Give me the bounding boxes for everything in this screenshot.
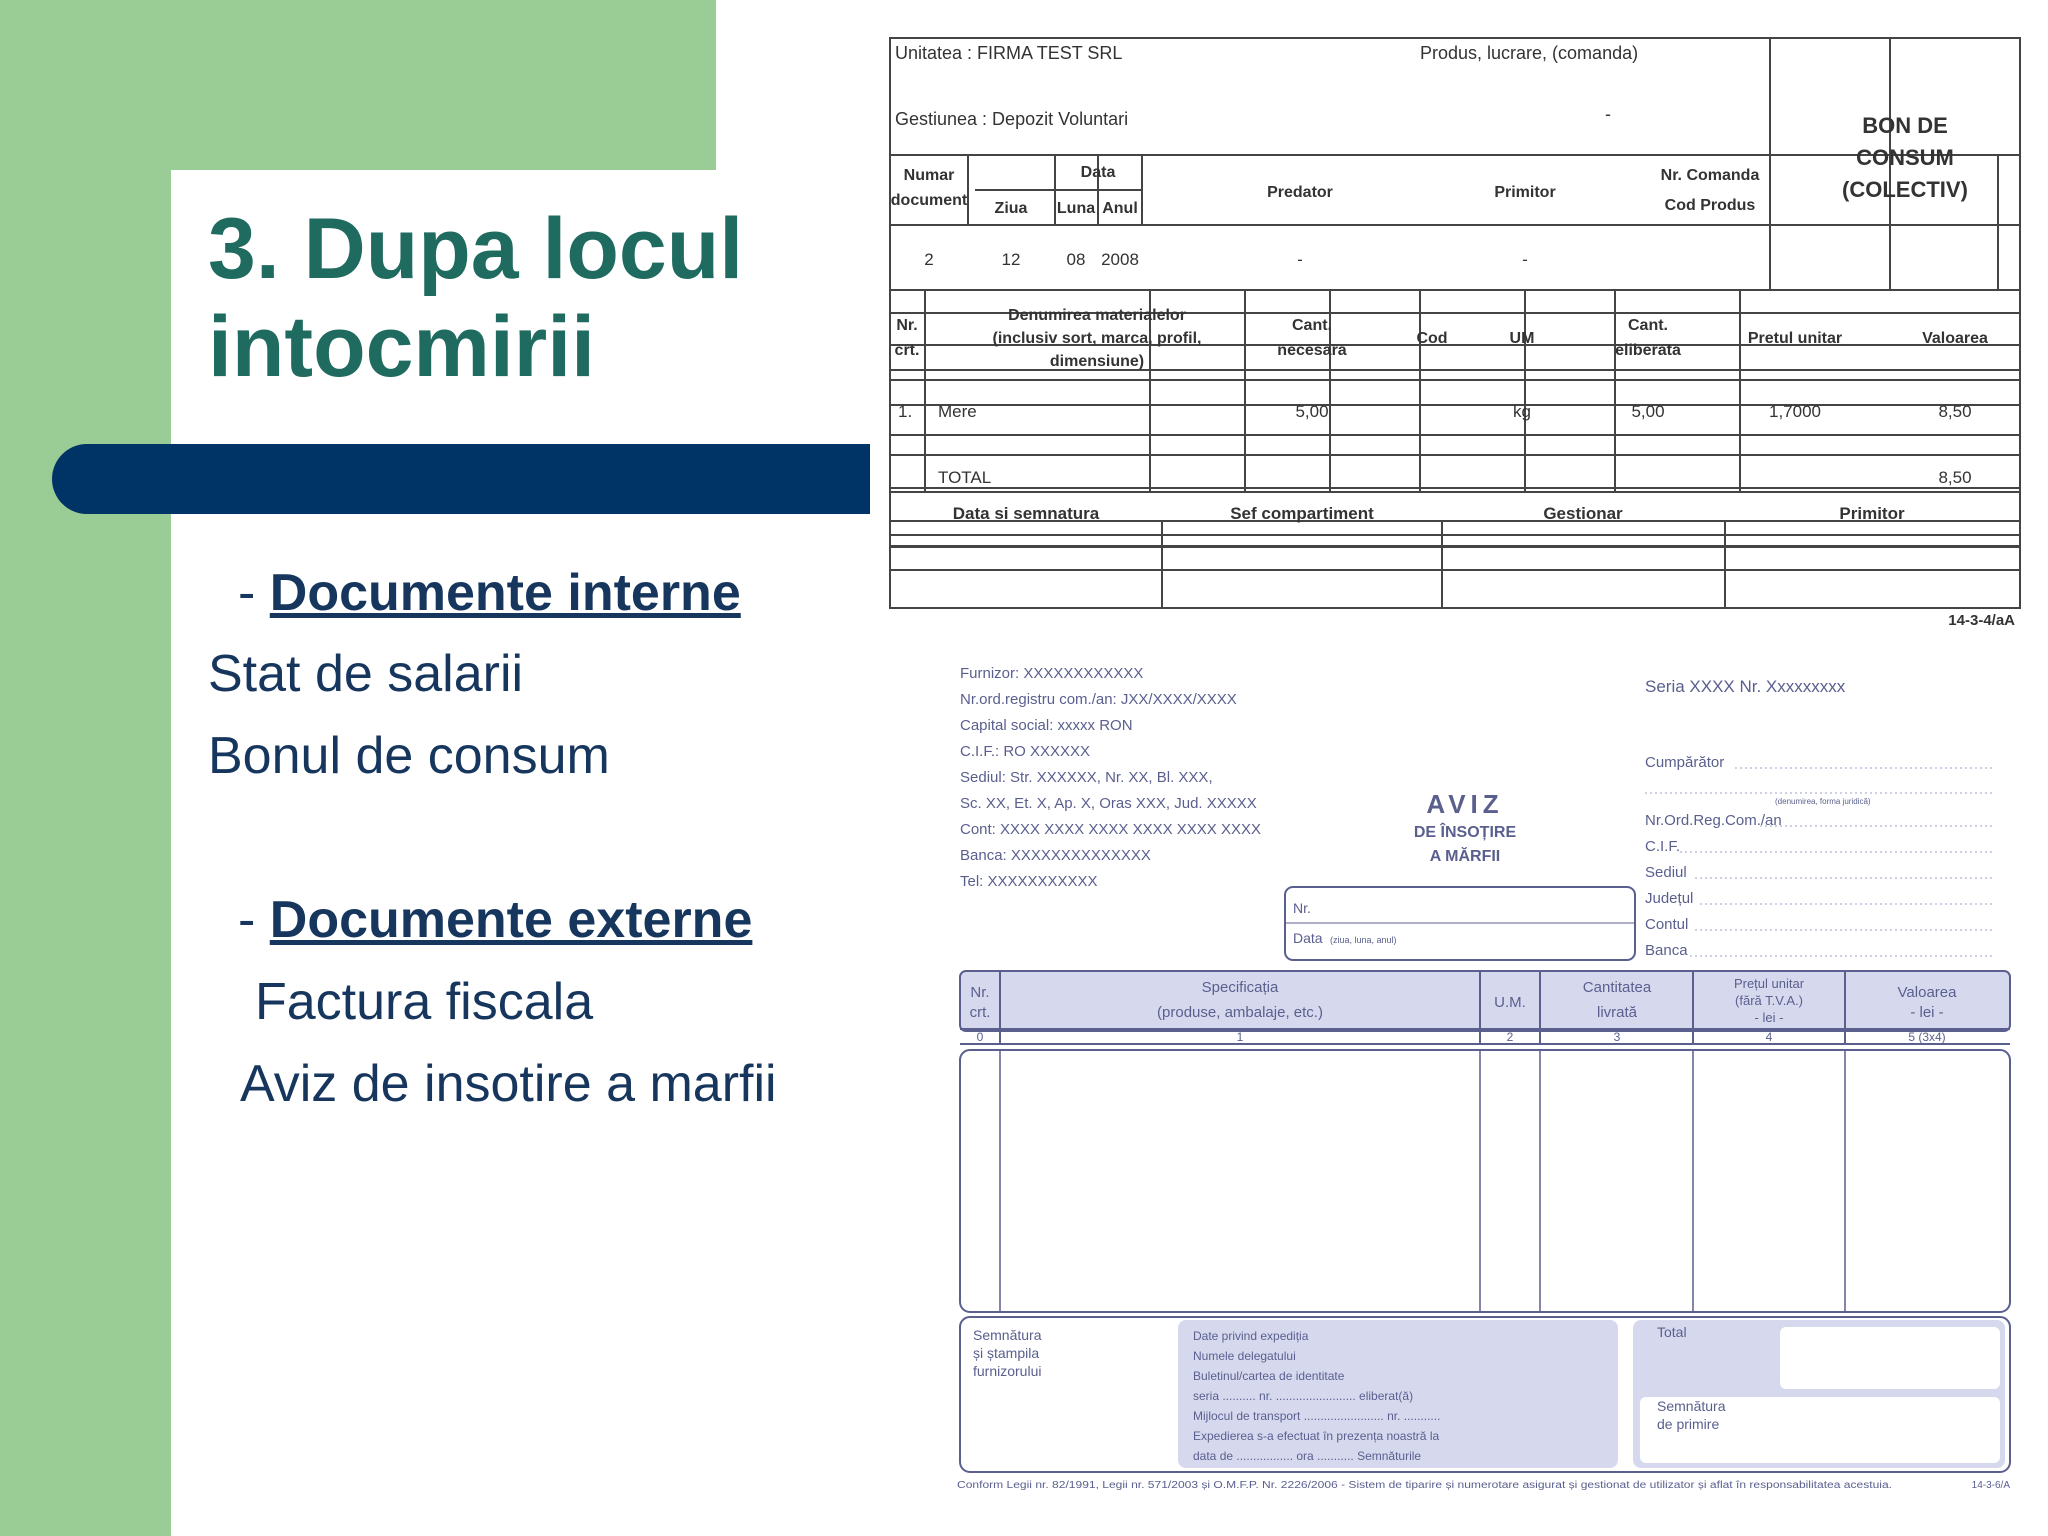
bon-de-consum-image — [870, 25, 2030, 630]
bon-col-cant-elib: Cant. — [1628, 317, 1668, 334]
internal-heading: Documente interne — [269, 564, 741, 622]
aviz-sig-supplier: Semnătura — [973, 1327, 1042, 1343]
bon-col-pret: Pretul unitar — [1747, 330, 1843, 347]
bon-col-cant-elib: eliberata — [1615, 342, 1681, 359]
internal-item: Bonul de consum — [208, 727, 610, 785]
aviz-expedition-line: data de ................. ora ........... Semnăturile — [1193, 1449, 1422, 1463]
bon-footer-cell: Gestionar — [1543, 504, 1623, 523]
bon-product-label: Produs, lucrare, (comanda) — [1420, 43, 1639, 63]
aviz-subtitle: A MĂRFII — [1429, 848, 1501, 865]
bon-gestiune: Gestiunea : Depozit Voluntari — [895, 109, 1129, 129]
bon-row-cant-elib: 5,00 — [1631, 402, 1665, 421]
aviz-expedition-line: Numele delegatului — [1193, 1349, 1296, 1363]
internal-dash: - — [238, 564, 270, 622]
aviz-col-cant: livrată — [1596, 1004, 1638, 1021]
aviz-col-number: 1 — [1236, 1030, 1244, 1044]
aviz-expedition-line: Date privind expediția — [1193, 1329, 1309, 1343]
bon-footer-cell: Data si semnatura — [952, 504, 1100, 523]
aviz-col-valoare: Valoarea — [1897, 984, 1957, 1001]
bon-product-value: - — [1605, 104, 1611, 124]
aviz-col-nr: Nr. — [970, 984, 990, 1001]
aviz-supplier-line: Furnizor: XXXXXXXXXXXX — [960, 665, 1144, 682]
aviz-sig-supplier: și ștampila — [973, 1345, 1040, 1361]
bon-row-valoare: 8,50 — [1938, 402, 1972, 421]
aviz-nr-label: Nr. — [1293, 900, 1311, 916]
bon-head-nr-comanda: Nr. Comanda — [1660, 167, 1760, 184]
aviz-supplier-line: Cont: XXXX XXXX XXXX XXXX XXXX XXXX — [960, 821, 1261, 838]
internal-item: Stat de salarii — [208, 645, 524, 703]
external-heading: Documente externe — [269, 891, 753, 949]
aviz-col-pret: Prețul unitar — [1733, 976, 1805, 991]
aviz-col-number: 4 — [1765, 1030, 1773, 1044]
aviz-supplier-line: Capital social: xxxxx RON — [960, 717, 1133, 734]
bon-title: BON DE — [1862, 113, 1948, 138]
aviz-buyer-line: C.I.F. — [1645, 838, 1681, 855]
aviz-col-pret: (fără T.V.A.) — [1735, 993, 1803, 1008]
aviz-buyer-note: (denumirea, forma juridică) — [1775, 797, 1871, 806]
bon-head-numar: document — [890, 192, 968, 209]
bon-total-value: 8,50 — [1938, 468, 1972, 487]
bon-col-um: UM — [1509, 330, 1535, 347]
aviz-supplier-line: Tel: XXXXXXXXXXX — [960, 873, 1098, 890]
aviz-footnote: Conform Legii nr. 82/1991, Legii nr. 571/2003 și O.M.F.P. Nr. 2226/2006 - Sistem de tiparire și numerotare asigurat și gestionat de utilizator și aflat în responsabilitatea acestuia. — [957, 1480, 1892, 1491]
aviz-supplier-line: Banca: XXXXXXXXXXXXXX — [960, 847, 1151, 864]
aviz-col-number: 5 (3x4) — [1908, 1030, 1946, 1044]
bon-head-numar: Numar — [903, 167, 955, 184]
aviz-receipt: Semnătura — [1657, 1398, 1726, 1414]
aviz-total-label: Total — [1657, 1324, 1687, 1340]
aviz-buyer-line: Cumpărător — [1645, 754, 1725, 771]
aviz-expedition-line: Mijlocul de transport ........................ nr. ........... — [1193, 1409, 1441, 1423]
external-dash: - — [238, 891, 270, 949]
bon-value-numar: 2 — [924, 250, 934, 269]
aviz-col-spec: (produse, ambalaje, etc.) — [1157, 1004, 1323, 1021]
aviz-insotire-image — [935, 655, 2015, 1500]
aviz-col-number: 2 — [1506, 1030, 1514, 1044]
internal-heading-line — [238, 563, 741, 623]
bon-value-anul: 2008 — [1101, 250, 1139, 269]
bon-title: CONSUM — [1856, 145, 1954, 170]
bon-head-cod-produs: Cod Produs — [1664, 197, 1756, 214]
bon-col-cant-nec: Cant. — [1292, 317, 1332, 334]
aviz-buyer-line: Sediul — [1645, 864, 1687, 881]
aviz-buyer-line: Nr.Ord.Reg.Com./an — [1645, 812, 1782, 829]
bon-row-denumire: Mere — [938, 402, 977, 421]
bon-col-denumire: (inclusiv sort, marca, profil, — [992, 330, 1202, 347]
slide-title — [208, 200, 743, 396]
green-side-band — [0, 0, 171, 1536]
aviz-expedition-line: Expedierea s-a efectuat în prezența noastră la — [1193, 1429, 1440, 1443]
bon-footer-cell: Sef compartiment — [1230, 504, 1374, 523]
aviz-buyer-line: Contul — [1645, 916, 1689, 933]
aviz-sig-supplier: furnizorului — [973, 1363, 1042, 1379]
bon-col-cant-nec: necesara — [1277, 342, 1347, 359]
bon-col-nr: crt. — [894, 342, 920, 359]
bon-value-luna: 08 — [1066, 250, 1086, 269]
aviz-col-um: U.M. — [1494, 994, 1526, 1011]
bon-footer-cell: Primitor — [1839, 504, 1905, 523]
aviz-supplier-line: C.I.F.: RO XXXXXX — [960, 743, 1091, 760]
aviz-col-number: 3 — [1613, 1030, 1621, 1044]
aviz-col-cant: Cantitatea — [1582, 979, 1652, 996]
bon-value-primitor: - — [1522, 250, 1528, 269]
aviz-receipt: de primire — [1657, 1416, 1720, 1432]
bon-head-primitor: Primitor — [1494, 184, 1556, 201]
bon-head-luna: Luna — [1056, 200, 1096, 217]
aviz-supplier-line: Nr.ord.registru com./an: JXX/XXXX/XXXX — [960, 691, 1237, 708]
bon-unit: Unitatea : FIRMA TEST SRL — [895, 43, 1123, 63]
bon-row-pret: 1,7000 — [1769, 402, 1821, 421]
bon-col-denumire: dimensiune) — [1049, 353, 1145, 370]
aviz-expedition-line: seria .......... nr. ........................ eliberat(ă) — [1193, 1389, 1414, 1403]
aviz-data-note: (ziua, luna, anul) — [1330, 935, 1397, 945]
bon-value-ziua: 12 — [1001, 250, 1021, 269]
aviz-data-label: Data — [1293, 930, 1323, 946]
external-item: Factura fiscala — [255, 973, 594, 1031]
bon-head-data: Data — [1080, 164, 1116, 181]
bon-form-code: 14-3-4/aA — [1948, 612, 2015, 629]
aviz-col-nr: crt. — [969, 1004, 991, 1021]
slide-title-line2: intocmirii — [208, 299, 596, 395]
bon-head-predator: Predator — [1267, 184, 1333, 201]
external-item: Aviz de insotire a marfii — [240, 1055, 777, 1113]
bon-head-ziua: Ziua — [994, 200, 1028, 217]
bon-col-nr: Nr. — [896, 317, 918, 334]
aviz-title: AVIZ — [1426, 789, 1504, 819]
bon-col-valoare: Valoarea — [1922, 330, 1988, 347]
bon-row-cant-nec: 5,00 — [1295, 402, 1329, 421]
bon-value-predator: - — [1297, 250, 1303, 269]
aviz-col-number: 0 — [976, 1030, 984, 1044]
green-top-band — [0, 0, 716, 170]
bon-col-cod: Cod — [1416, 330, 1448, 347]
aviz-col-valoare: - lei - — [1910, 1004, 1944, 1021]
aviz-seria: Seria XXXX Nr. Xxxxxxxxx — [1645, 677, 1846, 696]
aviz-buyer-line: Județul — [1645, 890, 1694, 907]
aviz-col-pret: - lei - — [1754, 1010, 1784, 1025]
bon-row-nr: 1. — [898, 402, 913, 421]
aviz-expedition-line: Buletinul/cartea de identitate — [1193, 1369, 1345, 1383]
aviz-form-code: 14-3-6/A — [1971, 1480, 2010, 1491]
bon-title: (COLECTIV) — [1842, 177, 1968, 202]
bon-col-denumire: Denumirea materialelor — [1008, 307, 1186, 324]
title-underline-bar — [52, 444, 870, 514]
aviz-subtitle: DE ÎNSOȚIRE — [1413, 824, 1517, 841]
bon-head-anul: Anul — [1102, 200, 1138, 217]
aviz-supplier-line: Sc. XX, Et. X, Ap. X, Oras XXX, Jud. XXXXX — [960, 795, 1257, 812]
external-heading-line — [238, 890, 752, 950]
bon-total-label: TOTAL — [938, 468, 992, 487]
aviz-supplier-line: Sediul: Str. XXXXXX, Nr. XX, Bl. XXX, — [960, 769, 1213, 786]
aviz-buyer-line: Banca — [1645, 942, 1688, 959]
aviz-col-spec: Specificația — [1201, 979, 1279, 996]
bon-row-um: kg — [1513, 402, 1531, 421]
slide-title-line1: 3. Dupa locul — [208, 201, 744, 297]
